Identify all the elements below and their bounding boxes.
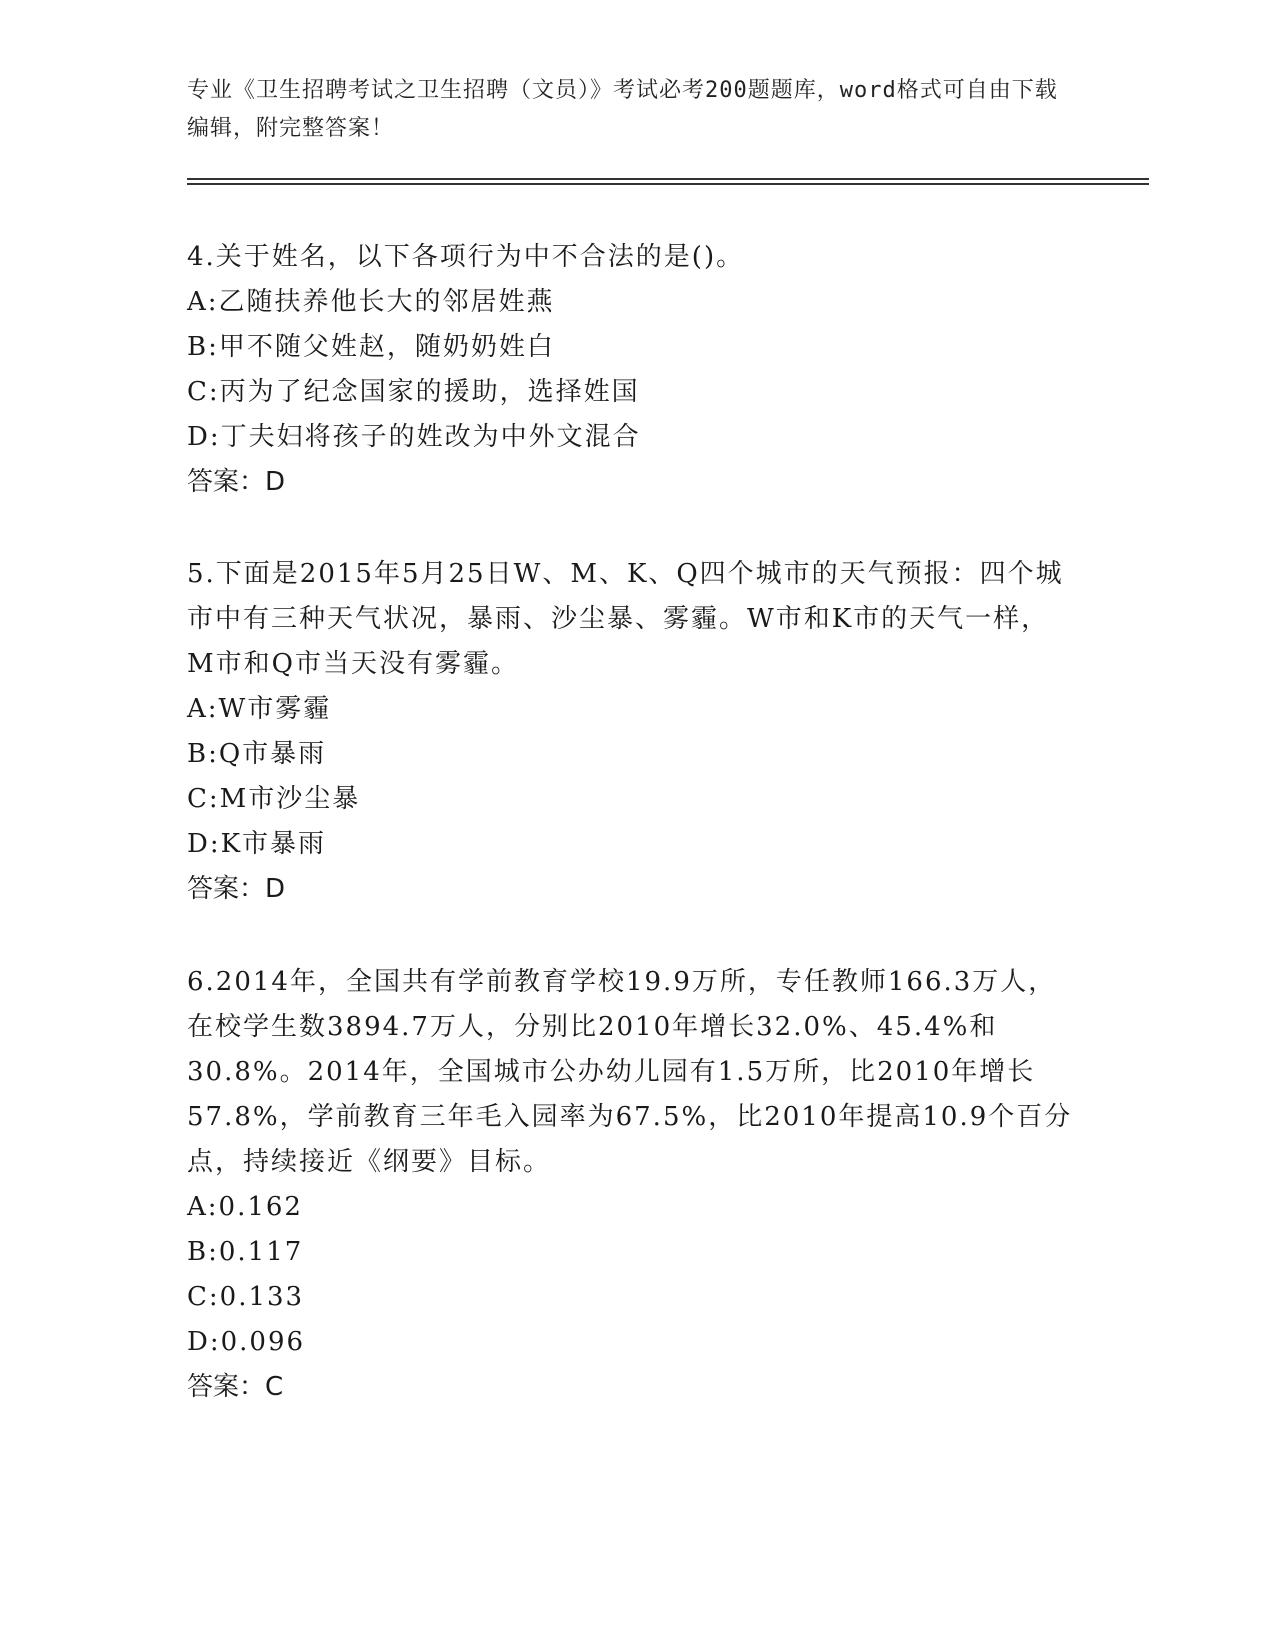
question-stem: 5.下面是2015年5月25日W、M、K、Q四个城市的天气预报：四个城市中有三种天气状况，暴雨、沙尘暴、雾霾。W市和K市的天气一样，M市和Q市当天没有雾霾。 — [187, 559, 1064, 679]
option-c: C:丙为了纪念国家的援助，选择姓国 — [187, 377, 640, 407]
question-stem: 6.2014年，全国共有学前教育学校19.9万所，专任教师166.3万人，在校学生数3894.7万人，分别比2010年增长32.0%、45.4%和30.8%。2014年，全国城市公办幼儿园有1.5万所，比2010年增长57.8%，学前教育三年毛入园率为67.5%，比2010年提高10.9个百分点，持续接近《纲要》目标。 — [187, 967, 1073, 1177]
option-d: D:0.096 — [187, 1327, 306, 1357]
option-b: B:0.117 — [187, 1237, 304, 1267]
option-a: A:0.162 — [187, 1192, 303, 1222]
question-stem: 4.关于姓名，以下各项行为中不合法的是()。 — [187, 242, 745, 272]
option-d: D:K市暴雨 — [187, 829, 327, 859]
document-header: 专业《卫生招聘考试之卫生招聘（文员）》考试必考200题题库，word格式可自由下载编辑，附完整答案！ — [187, 78, 1058, 141]
answer-text: 答案：D — [187, 467, 286, 497]
option-b: B:甲不随父姓赵，随奶奶姓白 — [187, 332, 555, 362]
option-c: C:M市沙尘暴 — [187, 784, 361, 814]
option-d: D:丁夫妇将孩子的姓改为中外文混合 — [187, 422, 641, 452]
answer-text: 答案：D — [187, 874, 286, 904]
question-6 — [187, 960, 1077, 1410]
question-5 — [187, 552, 1077, 912]
answer-text: 答案：C — [187, 1372, 284, 1402]
option-a: A:W市雾霾 — [187, 694, 332, 724]
option-c: C:0.133 — [187, 1282, 305, 1312]
question-4 — [187, 235, 1077, 505]
option-b: B:Q市暴雨 — [187, 739, 327, 769]
header-divider-bottom — [187, 183, 1149, 185]
header-divider-top — [187, 178, 1149, 180]
option-a: A:乙随扶养他长大的邻居姓燕 — [187, 287, 555, 317]
